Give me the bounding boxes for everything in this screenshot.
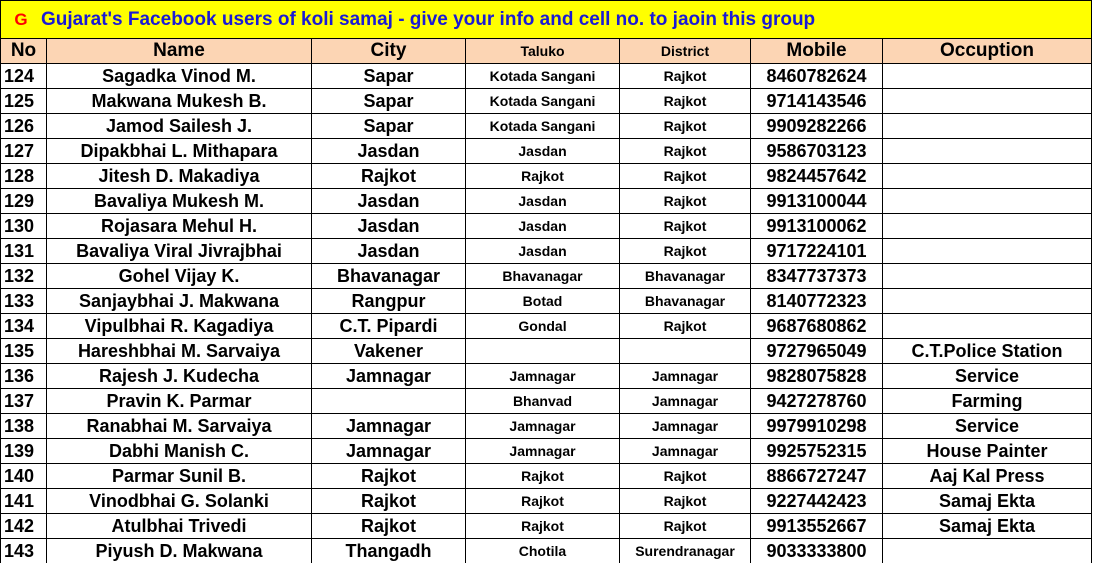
cell-taluko: Jamnagar [466,414,620,439]
cell-no: 132 [1,264,47,289]
title-cell [1,1,1092,39]
cell-taluko: Kotada Sangani [466,64,620,89]
cell-city: Jamnagar [312,439,466,464]
cell-taluko: Rajkot [466,464,620,489]
cell-taluko: Chotila [466,539,620,564]
cell-city: Jasdan [312,189,466,214]
cell-mobile: 9913552667 [751,514,883,539]
cell-city: Rajkot [312,464,466,489]
cell-mobile: 9909282266 [751,114,883,139]
cell-no: 131 [1,239,47,264]
cell-district: Surendranagar [620,539,751,564]
cell-district: Rajkot [620,164,751,189]
cell-city: Jasdan [312,214,466,239]
table-row [1,164,1092,189]
cell-mobile: 9717224101 [751,239,883,264]
cell-name: Parmar Sunil B. [47,464,312,489]
header-mobile: Mobile [751,39,883,64]
cell-district: Jamnagar [620,389,751,414]
cell-district: Rajkot [620,464,751,489]
table-row [1,439,1092,464]
cell-taluko [466,339,620,364]
cell-name: Bavaliya Mukesh M. [47,189,312,214]
cell-mobile: 8460782624 [751,64,883,89]
cell-mobile: 9979910298 [751,414,883,439]
table-row [1,364,1092,389]
cell-no: 136 [1,364,47,389]
cell-district: Jamnagar [620,414,751,439]
table-row [1,539,1092,564]
cell-taluko: Jasdan [466,139,620,164]
cell-district: Rajkot [620,139,751,164]
cell-no: 125 [1,89,47,114]
cell-district: Bhavanagar [620,264,751,289]
title-row [1,1,1092,39]
cell-no: 130 [1,214,47,239]
cell-occupation: Service [883,414,1092,439]
cell-occupation: Samaj Ekta [883,514,1092,539]
header-occupation: Occuption [883,39,1092,64]
cell-no: 140 [1,464,47,489]
cell-city: Sapar [312,89,466,114]
cell-occupation [883,539,1092,564]
cell-city: Rajkot [312,164,466,189]
header-district: District [620,39,751,64]
cell-name: Rajesh J. Kudecha [47,364,312,389]
cell-no: 134 [1,314,47,339]
cell-district: Rajkot [620,489,751,514]
cell-taluko: Jasdan [466,239,620,264]
cell-name: Sanjaybhai J. Makwana [47,289,312,314]
cell-city: Vakener [312,339,466,364]
cell-no: 126 [1,114,47,139]
cell-taluko: Botad [466,289,620,314]
cell-mobile: 9913100044 [751,189,883,214]
cell-occupation [883,214,1092,239]
cell-occupation [883,89,1092,114]
cell-city: Sapar [312,64,466,89]
table-row [1,114,1092,139]
cell-district: Rajkot [620,214,751,239]
cell-district: Jamnagar [620,439,751,464]
table-row [1,389,1092,414]
cell-name: Jamod Sailesh J. [47,114,312,139]
cell-no: 139 [1,439,47,464]
header-taluko: Taluko [466,39,620,64]
cell-mobile: 9687680862 [751,314,883,339]
cell-city: Bhavanagar [312,264,466,289]
cell-city: Jamnagar [312,414,466,439]
cell-district [620,339,751,364]
cell-taluko: Kotada Sangani [466,89,620,114]
cell-district: Rajkot [620,239,751,264]
cell-mobile: 9714143546 [751,89,883,114]
cell-taluko: Jamnagar [466,439,620,464]
cell-city: Jamnagar [312,364,466,389]
cell-occupation: Farming [883,389,1092,414]
cell-name: Piyush D. Makwana [47,539,312,564]
cell-mobile: 8866727247 [751,464,883,489]
cell-name: Dabhi Manish C. [47,439,312,464]
cell-city [312,389,466,414]
cell-name: Vipulbhai R. Kagadiya [47,314,312,339]
cell-name: Jitesh D. Makadiya [47,164,312,189]
cell-name: Bavaliya Viral Jivrajbhai [47,239,312,264]
cell-mobile: 9033333800 [751,539,883,564]
table-row [1,289,1092,314]
cell-no: 141 [1,489,47,514]
header-no: No [1,39,47,64]
cell-name: Hareshbhai M. Sarvaiya [47,339,312,364]
cell-district: Jamnagar [620,364,751,389]
cell-taluko: Rajkot [466,489,620,514]
cell-name: Gohel Vijay K. [47,264,312,289]
cell-mobile: 9913100062 [751,214,883,239]
table-row [1,89,1092,114]
cell-taluko: Bhanvad [466,389,620,414]
cell-taluko: Rajkot [466,164,620,189]
cell-district: Rajkot [620,189,751,214]
cell-district: Bhavanagar [620,289,751,314]
sheet-bottom-edge [0,563,1093,569]
cell-taluko: Jasdan [466,214,620,239]
cell-name: Vinodbhai G. Solanki [47,489,312,514]
cell-occupation [883,189,1092,214]
cell-no: 137 [1,389,47,414]
cell-district: Rajkot [620,89,751,114]
header-city: City [312,39,466,64]
table-row [1,139,1092,164]
cell-mobile: 8140772323 [751,289,883,314]
cell-city: Jasdan [312,239,466,264]
cell-city: Rajkot [312,489,466,514]
cell-name: Dipakbhai L. Mithapara [47,139,312,164]
table-row [1,464,1092,489]
cell-occupation [883,139,1092,164]
cell-taluko: Gondal [466,314,620,339]
cell-taluko: Kotada Sangani [466,114,620,139]
cell-mobile: 8347737373 [751,264,883,289]
cell-no: 128 [1,164,47,189]
cell-occupation: Service [883,364,1092,389]
cell-city: C.T. Pipardi [312,314,466,339]
cell-city: Jasdan [312,139,466,164]
table-row [1,264,1092,289]
cell-city: Rangpur [312,289,466,314]
cell-mobile: 9727965049 [751,339,883,364]
page-title: Gujarat's Facebook users of koli samaj - give your info and cell no. to jaoin this group [41,8,816,30]
table-row [1,489,1092,514]
table-row [1,414,1092,439]
cell-no: 129 [1,189,47,214]
cell-name: Atulbhai Trivedi [47,514,312,539]
cell-city: Thangadh [312,539,466,564]
title-letter: G [14,9,28,29]
cell-occupation: C.T.Police Station [883,339,1092,364]
table-row [1,64,1092,89]
cell-name: Sagadka Vinod M. [47,64,312,89]
cell-mobile: 9925752315 [751,439,883,464]
header-name: Name [47,39,312,64]
cell-district: Rajkot [620,114,751,139]
cell-occupation [883,164,1092,189]
cell-city: Rajkot [312,514,466,539]
cell-district: Rajkot [620,314,751,339]
cell-mobile: 9427278760 [751,389,883,414]
cell-occupation [883,264,1092,289]
cell-occupation [883,114,1092,139]
cell-name: Pravin K. Parmar [47,389,312,414]
table-row [1,214,1092,239]
cell-taluko: Bhavanagar [466,264,620,289]
cell-name: Ranabhai M. Sarvaiya [47,414,312,439]
table-row [1,189,1092,214]
cell-taluko: Jamnagar [466,364,620,389]
cell-mobile: 9824457642 [751,164,883,189]
cell-no: 143 [1,539,47,564]
cell-occupation: Aaj Kal Press [883,464,1092,489]
cell-district: Rajkot [620,64,751,89]
header-row [1,39,1092,64]
cell-no: 124 [1,64,47,89]
cell-occupation [883,289,1092,314]
table-row [1,514,1092,539]
cell-mobile: 9586703123 [751,139,883,164]
table-row [1,314,1092,339]
table-row [1,339,1092,364]
cell-district: Rajkot [620,514,751,539]
cell-mobile: 9828075828 [751,364,883,389]
cell-no: 133 [1,289,47,314]
cell-city: Sapar [312,114,466,139]
cell-occupation [883,239,1092,264]
cell-name: Rojasara Mehul H. [47,214,312,239]
cell-no: 127 [1,139,47,164]
cell-no: 142 [1,514,47,539]
cell-name: Makwana Mukesh B. [47,89,312,114]
cell-occupation [883,64,1092,89]
cell-mobile: 9227442423 [751,489,883,514]
cell-occupation: House Painter [883,439,1092,464]
cell-no: 135 [1,339,47,364]
table-row [1,239,1092,264]
cell-no: 138 [1,414,47,439]
cell-occupation [883,314,1092,339]
cell-occupation: Samaj Ekta [883,489,1092,514]
cell-taluko: Jasdan [466,189,620,214]
cell-taluko: Rajkot [466,514,620,539]
